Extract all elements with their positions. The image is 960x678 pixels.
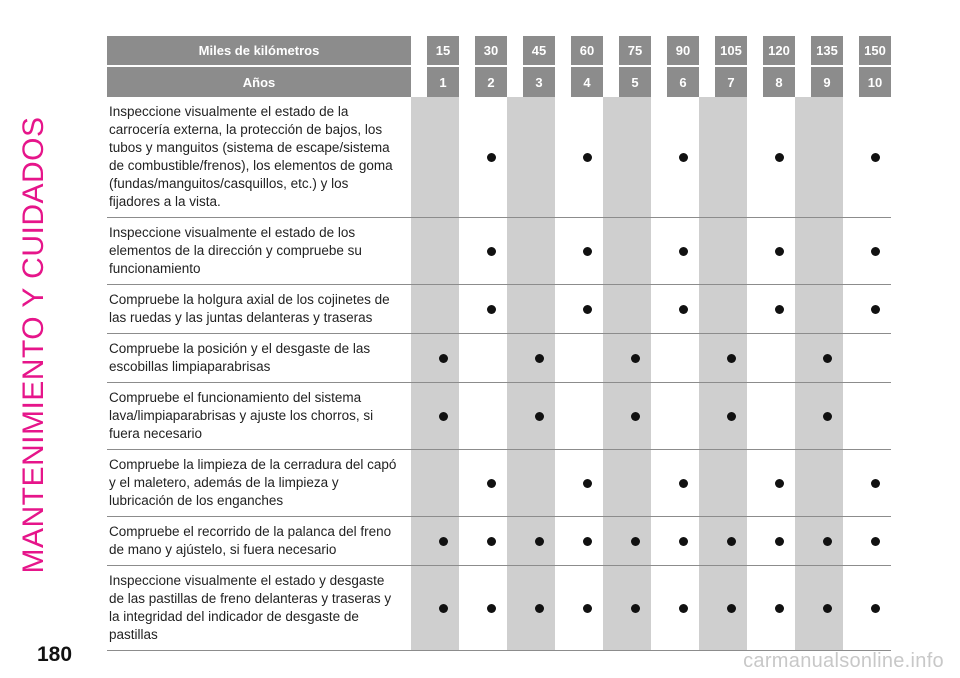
watermark: carmanualsonline.info <box>743 650 944 672</box>
interval-cell <box>763 334 795 383</box>
interval-cell <box>475 218 507 285</box>
interval-cell <box>667 218 699 285</box>
section-title: MANTENIMIENTO Y CUIDADOS <box>17 116 50 574</box>
km-value: 15 <box>427 36 459 65</box>
km-value: 30 <box>475 36 507 65</box>
interval-cell <box>763 218 795 285</box>
check-dot-icon <box>487 247 496 256</box>
interval-cell <box>715 285 747 334</box>
check-dot-icon <box>727 412 736 421</box>
interval-cell <box>427 566 459 651</box>
check-dot-icon <box>871 479 880 488</box>
check-dot-icon <box>439 412 448 421</box>
interval-cell <box>859 334 891 383</box>
task-description: Compruebe la posición y el desgaste de las escobillas limpiaparabrisas <box>107 334 411 383</box>
check-dot-icon <box>439 354 448 363</box>
check-dot-icon <box>487 305 496 314</box>
check-dot-icon <box>631 354 640 363</box>
check-dot-icon <box>823 537 832 546</box>
km-value: 90 <box>667 36 699 65</box>
check-dot-icon <box>487 153 496 162</box>
interval-cell <box>715 218 747 285</box>
years-header-row <box>107 67 891 97</box>
check-dot-icon <box>535 354 544 363</box>
check-dot-icon <box>583 479 592 488</box>
interval-cell <box>571 218 603 285</box>
check-dot-icon <box>871 153 880 162</box>
interval-cell <box>619 334 651 383</box>
interval-cell <box>811 450 843 517</box>
km-value: 135 <box>811 36 843 65</box>
interval-cell <box>523 97 555 218</box>
check-dot-icon <box>727 537 736 546</box>
check-dot-icon <box>583 305 592 314</box>
interval-cell <box>523 383 555 450</box>
interval-cell <box>523 517 555 566</box>
schedule-row <box>107 285 891 334</box>
interval-cell <box>619 97 651 218</box>
interval-cell <box>571 334 603 383</box>
interval-cell <box>667 285 699 334</box>
check-dot-icon <box>631 412 640 421</box>
interval-cell <box>859 566 891 651</box>
interval-cell <box>427 517 459 566</box>
interval-cell <box>619 566 651 651</box>
interval-cell <box>427 334 459 383</box>
interval-cell <box>811 218 843 285</box>
interval-cell <box>475 285 507 334</box>
check-dot-icon <box>775 537 784 546</box>
interval-cell <box>859 383 891 450</box>
check-dot-icon <box>583 153 592 162</box>
check-dot-icon <box>487 604 496 613</box>
task-description: Inspeccione visualmente el estado y desgaste de las pastillas de freno delanteras y traseras y la integridad del indicador de desgaste de pastillas <box>107 566 411 651</box>
interval-cell <box>523 218 555 285</box>
year-value: 7 <box>715 67 747 97</box>
interval-cell <box>427 383 459 450</box>
interval-cell <box>523 334 555 383</box>
year-value: 6 <box>667 67 699 97</box>
interval-cell <box>763 450 795 517</box>
interval-cell <box>619 383 651 450</box>
check-dot-icon <box>487 537 496 546</box>
interval-cell <box>763 97 795 218</box>
check-dot-icon <box>583 537 592 546</box>
check-dot-icon <box>679 537 688 546</box>
interval-cell <box>619 450 651 517</box>
check-dot-icon <box>871 604 880 613</box>
interval-cell <box>571 285 603 334</box>
check-dot-icon <box>775 604 784 613</box>
interval-cell <box>475 97 507 218</box>
check-dot-icon <box>583 604 592 613</box>
check-dot-icon <box>775 479 784 488</box>
schedule-row <box>107 218 891 285</box>
interval-cell <box>715 450 747 517</box>
interval-cell <box>427 450 459 517</box>
check-dot-icon <box>679 604 688 613</box>
interval-cell <box>427 97 459 218</box>
check-dot-icon <box>871 537 880 546</box>
interval-cell <box>667 334 699 383</box>
year-value: 9 <box>811 67 843 97</box>
check-dot-icon <box>823 412 832 421</box>
interval-cell <box>859 218 891 285</box>
interval-cell <box>571 383 603 450</box>
km-value: 120 <box>763 36 795 65</box>
interval-cell <box>811 517 843 566</box>
schedule-row <box>107 517 891 566</box>
check-dot-icon <box>679 305 688 314</box>
check-dot-icon <box>631 537 640 546</box>
check-dot-icon <box>727 354 736 363</box>
year-value: 3 <box>523 67 555 97</box>
interval-cell <box>811 383 843 450</box>
schedule-row <box>107 566 891 651</box>
interval-cell <box>715 566 747 651</box>
schedule-row <box>107 450 891 517</box>
years-header-label: Años <box>107 67 411 97</box>
check-dot-icon <box>727 604 736 613</box>
interval-cell <box>619 285 651 334</box>
interval-cell <box>571 97 603 218</box>
km-header-label: Miles de kilómetros <box>107 36 411 65</box>
check-dot-icon <box>775 153 784 162</box>
interval-cell <box>715 383 747 450</box>
year-value: 2 <box>475 67 507 97</box>
check-dot-icon <box>871 305 880 314</box>
check-dot-icon <box>871 247 880 256</box>
check-dot-icon <box>535 604 544 613</box>
check-dot-icon <box>535 412 544 421</box>
check-dot-icon <box>823 604 832 613</box>
check-dot-icon <box>775 247 784 256</box>
interval-cell <box>763 566 795 651</box>
interval-cell <box>571 566 603 651</box>
interval-cell <box>475 334 507 383</box>
interval-cell <box>523 285 555 334</box>
interval-cell <box>667 566 699 651</box>
interval-cell <box>427 285 459 334</box>
interval-cell <box>859 97 891 218</box>
interval-cell <box>859 285 891 334</box>
check-dot-icon <box>439 604 448 613</box>
interval-cell <box>715 334 747 383</box>
check-dot-icon <box>679 153 688 162</box>
task-description: Compruebe el funcionamiento del sistema lava/limpiaparabrisas y ajuste los chorros, si fuera necesario <box>107 383 411 450</box>
schedule-row <box>107 383 891 450</box>
interval-cell <box>667 450 699 517</box>
interval-cell <box>859 517 891 566</box>
interval-cell <box>715 97 747 218</box>
year-value: 8 <box>763 67 795 97</box>
interval-cell <box>475 517 507 566</box>
interval-cell <box>571 517 603 566</box>
interval-cell <box>811 97 843 218</box>
year-value: 5 <box>619 67 651 97</box>
task-description: Inspeccione visualmente el estado de la carrocería externa, la protección de bajos, los tubos y manguitos (sistema de escape/sistema de combustible/frenos), los elementos de goma (fundas/manguitos/casquillos, etc.) y los fijadores a la vista. <box>107 97 411 218</box>
interval-cell <box>667 517 699 566</box>
interval-cell <box>763 285 795 334</box>
interval-cell <box>475 383 507 450</box>
km-value: 45 <box>523 36 555 65</box>
interval-cell <box>811 334 843 383</box>
check-dot-icon <box>439 537 448 546</box>
check-dot-icon <box>631 604 640 613</box>
km-value: 150 <box>859 36 891 65</box>
maintenance-schedule-table <box>107 36 891 651</box>
task-description: Compruebe la limpieza de la cerradura del capó y el maletero, además de la limpieza y lubricación de los enganches <box>107 450 411 517</box>
interval-cell <box>619 517 651 566</box>
check-dot-icon <box>775 305 784 314</box>
interval-cell <box>571 450 603 517</box>
interval-cell <box>667 383 699 450</box>
page-number: 180 <box>37 643 73 666</box>
interval-cell <box>763 383 795 450</box>
interval-cell <box>715 517 747 566</box>
check-dot-icon <box>487 479 496 488</box>
interval-cell <box>859 450 891 517</box>
interval-cell <box>475 450 507 517</box>
schedule-row <box>107 334 891 383</box>
km-value: 75 <box>619 36 651 65</box>
year-value: 10 <box>859 67 891 97</box>
interval-cell <box>619 218 651 285</box>
check-dot-icon <box>679 479 688 488</box>
interval-cell <box>523 566 555 651</box>
km-value: 105 <box>715 36 747 65</box>
task-description: Inspeccione visualmente el estado de los elementos de la dirección y compruebe su funcionamiento <box>107 218 411 285</box>
km-value: 60 <box>571 36 603 65</box>
check-dot-icon <box>823 354 832 363</box>
interval-cell <box>523 450 555 517</box>
interval-cell <box>427 218 459 285</box>
km-header-row <box>107 36 891 65</box>
interval-cell <box>811 285 843 334</box>
interval-cell <box>763 517 795 566</box>
check-dot-icon <box>583 247 592 256</box>
year-value: 4 <box>571 67 603 97</box>
check-dot-icon <box>535 537 544 546</box>
task-description: Compruebe el recorrido de la palanca del freno de mano y ajústelo, si fuera necesario <box>107 517 411 566</box>
interval-cell <box>667 97 699 218</box>
check-dot-icon <box>679 247 688 256</box>
schedule-row <box>107 97 891 218</box>
year-value: 1 <box>427 67 459 97</box>
task-description: Compruebe la holgura axial de los cojinetes de las ruedas y las juntas delanteras y traseras <box>107 285 411 334</box>
interval-cell <box>811 566 843 651</box>
interval-cell <box>475 566 507 651</box>
